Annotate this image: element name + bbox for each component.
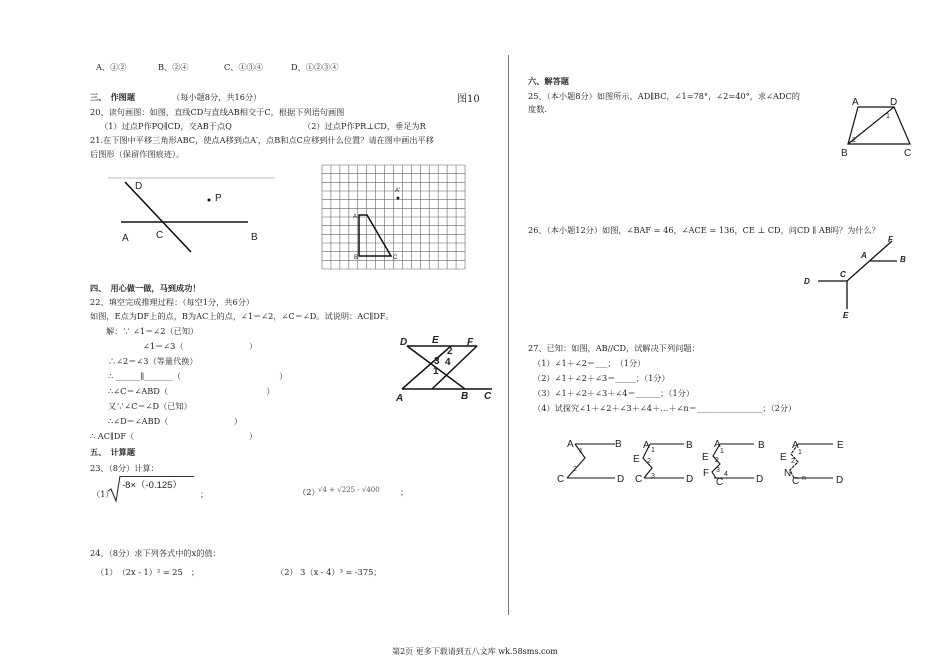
option-a: A、①② (96, 62, 127, 72)
fig27a-b: B (615, 439, 622, 450)
fig27b-c: C (635, 474, 643, 485)
fig25-angle-1: 1 (886, 113, 890, 120)
q26-text: 26、（本小题12分）如图，∠BAF = 46，∠ACE = 136，CE ⊥ CD，问CD ∥ AB吗？为什么？ (528, 225, 880, 235)
column-divider (508, 55, 509, 615)
grid-label-a-prime: A′ (395, 188, 401, 194)
fig27b-b: B (686, 440, 693, 451)
q22-step-3: ∴∠2＝∠3（等量代换） (108, 356, 198, 366)
label-c: C (156, 230, 164, 241)
section-3-title: 三、 作图题 (90, 92, 136, 102)
q27-figure-2 (632, 436, 702, 491)
q27-item-4: （4）试探究∠1＋∠2＋∠3＋∠4＋…＋∠n＝________________；（2分） (533, 403, 797, 413)
fig27c-angle-2: 2 (715, 457, 719, 464)
fig27c-angle-1: 1 (720, 448, 724, 455)
fig22-angle-4: 4 (445, 357, 451, 368)
label-d: D (135, 181, 143, 192)
fig27c-d: D (756, 474, 764, 485)
fig27d-angle-1: 1 (798, 449, 802, 456)
grid-label-c: C (393, 255, 398, 261)
fig22-a: A (396, 393, 404, 404)
q24-part1: （1） （2x - 1）² = 25 ； (96, 567, 200, 577)
q26-figure (800, 234, 910, 322)
q25-line2: 度数. (528, 104, 547, 114)
label-b: B (251, 232, 258, 243)
fig27b-d: D (686, 474, 694, 485)
q22-step-8: ∴ AC∥DF（ ） (90, 431, 258, 441)
fig22-d: D (400, 337, 408, 348)
translation-grid (322, 165, 465, 269)
fig27d-n: N (784, 468, 792, 479)
q23-part2-label: （2） (298, 487, 320, 497)
q23-part1-end: ； (200, 489, 209, 499)
q20-part1: （1）过点P作PQ∥CD，交AB于点Q (100, 121, 232, 131)
fig27c-a: A (714, 439, 721, 450)
q27-stem: 27、已知：如图，AB//CD，试解决下列问题： (528, 343, 700, 353)
grid-label-a: A (353, 214, 358, 220)
section-5-title: 五、 计算题 (90, 447, 136, 457)
fig26-a: A (861, 251, 867, 260)
section-3-points: （每小题8分，共16分） (172, 92, 262, 102)
q22-stem: 22、填空完成推理过程：（每空1分，共6分） (90, 297, 255, 307)
q20-figure (108, 172, 278, 247)
q22-step-4: ∴ ______∥_______（ ） (108, 371, 288, 381)
fig27a-c: C (557, 474, 565, 485)
q24-stem: 24、（8分）求下列各式中的x的值： (90, 548, 221, 558)
option-d: D、①②③④ (291, 62, 339, 72)
q25-figure (838, 94, 920, 160)
fig26-f: F (888, 235, 893, 244)
q22-step-1: 解：∵ ∠1＝∠2（已知） (106, 326, 199, 336)
q22-step-5: ∴∠C＝∠ABD（ ） (108, 386, 275, 396)
fig27b-e: E (633, 454, 640, 465)
figure-10-label: 图10 (457, 94, 480, 105)
fig22-angle-1: 1 (433, 366, 439, 377)
fig26-e: E (843, 311, 849, 320)
q21-line1: 21.在下图中平移三角形ABC，使点A移到点A′，点B和点C应移到什么位置？请在图中画出平移 (90, 135, 434, 145)
cube-root-sign (108, 475, 122, 503)
fig27c-f: F (703, 468, 710, 479)
fig27d-a: A (792, 440, 799, 451)
fig27d-e: E (837, 440, 844, 451)
fig26-b: B (900, 255, 906, 264)
option-c: C、①③④ (224, 62, 264, 72)
fig27c-angle-4: 4 (724, 471, 728, 478)
fig27b-angle-3: 3 (651, 473, 655, 480)
q27-figure-1 (555, 436, 630, 491)
q25-line1: 25、（本小题8分）如图所示，AD∥BC，∠1=78°，∠2=40°，求∠ADC的 (528, 91, 800, 101)
fig22-e: E (432, 335, 439, 346)
fig27a-angle-2: 2 (573, 466, 577, 473)
q22-figure (395, 336, 500, 404)
q22-intro: 如图，E点为DF上的点，B为AC上的点，∠1＝∠2，∠C＝∠D。试说明：AC∥DF。 (90, 311, 394, 321)
q23-part2-expr: √4 + √225 - √400 (318, 486, 380, 494)
section-6-title: 六、解答题 (528, 76, 569, 86)
fig26-d: D (804, 277, 810, 286)
fig27c-b: B (758, 440, 765, 451)
q27-item-1: （1）∠1＋∠2＝___； （1分） (533, 358, 646, 368)
q22-step-6: 又∵∠C＝∠D（已知） (108, 401, 192, 411)
fig27b-a: A (643, 440, 650, 451)
q27-figure-4 (778, 436, 848, 491)
fig27d-e-left: E (780, 452, 787, 463)
q21-line2: 后图形（保留作图痕迹）。 (90, 149, 185, 159)
fig27b-angle-1: 1 (651, 447, 655, 454)
fig27a-a: A (567, 439, 574, 450)
q23-part1-expr: -8×（-0.125） (122, 480, 182, 491)
fig27c-e: E (702, 452, 709, 463)
q27-item-2: （2）∠1＋∠2＋∠3＝_____；（1分） (533, 373, 670, 383)
fig22-b: B (461, 391, 469, 402)
fig22-f: F (467, 337, 474, 348)
fig25-angle-2: 2 (852, 137, 856, 144)
fig27d-angle-2: 2 (791, 458, 795, 465)
q23-part1-label: （1） (92, 489, 114, 499)
fig25-c: C (904, 148, 912, 159)
label-a: A (122, 233, 129, 244)
fig27c-c: C (716, 477, 724, 488)
q20-part2: （2）过点P作PR⊥CD，垂足为R (303, 121, 426, 131)
section-4-title: 四、 用心做一做，马到成功！ (90, 283, 201, 293)
fig27a-d: D (617, 474, 625, 485)
fig22-angle-2: 2 (447, 346, 453, 357)
fig27d-d: D (836, 475, 844, 486)
fig27d-c: C (792, 476, 800, 487)
q20-stem: 20、读句画图：如图，直线CD与直线AB相交于C，根据下列语句画图 (90, 107, 345, 117)
fig27b-angle-2: 2 (647, 458, 651, 465)
radical-bar (120, 476, 194, 477)
q23-part2-end: ； (400, 487, 409, 497)
fig25-a: A (852, 97, 859, 108)
q27-item-3: （3）∠1＋∠2＋∠3＋∠4＝______；（1分） (533, 388, 695, 398)
label-p: P (215, 193, 222, 204)
fig25-b: B (841, 148, 848, 159)
page-footer: 第2页 更多下载请到五八文库 wk.58sms.com (392, 647, 558, 656)
option-b: B、②④ (158, 62, 189, 72)
fig27c-angle-3: 3 (716, 467, 720, 474)
q24-part2: （2） 3（x - 4）³ = -375； (276, 567, 382, 577)
fig26-c: C (840, 270, 846, 279)
q22-step-7: ∴∠D＝∠ABD（ ） (108, 416, 243, 426)
fig25-d: D (890, 97, 898, 108)
q27-figure-3 (702, 436, 772, 491)
grid-label-b: B (354, 255, 359, 261)
q23-stem: 23、（8分）计算： (90, 463, 159, 473)
fig22-c: C (484, 391, 492, 402)
fig27d-angle-n: n (802, 475, 806, 482)
q22-step-2: ∠1＝∠3（ ） (143, 341, 258, 351)
fig27a-angle-1: 1 (579, 448, 583, 455)
fig22-angle-3: 3 (434, 356, 440, 367)
